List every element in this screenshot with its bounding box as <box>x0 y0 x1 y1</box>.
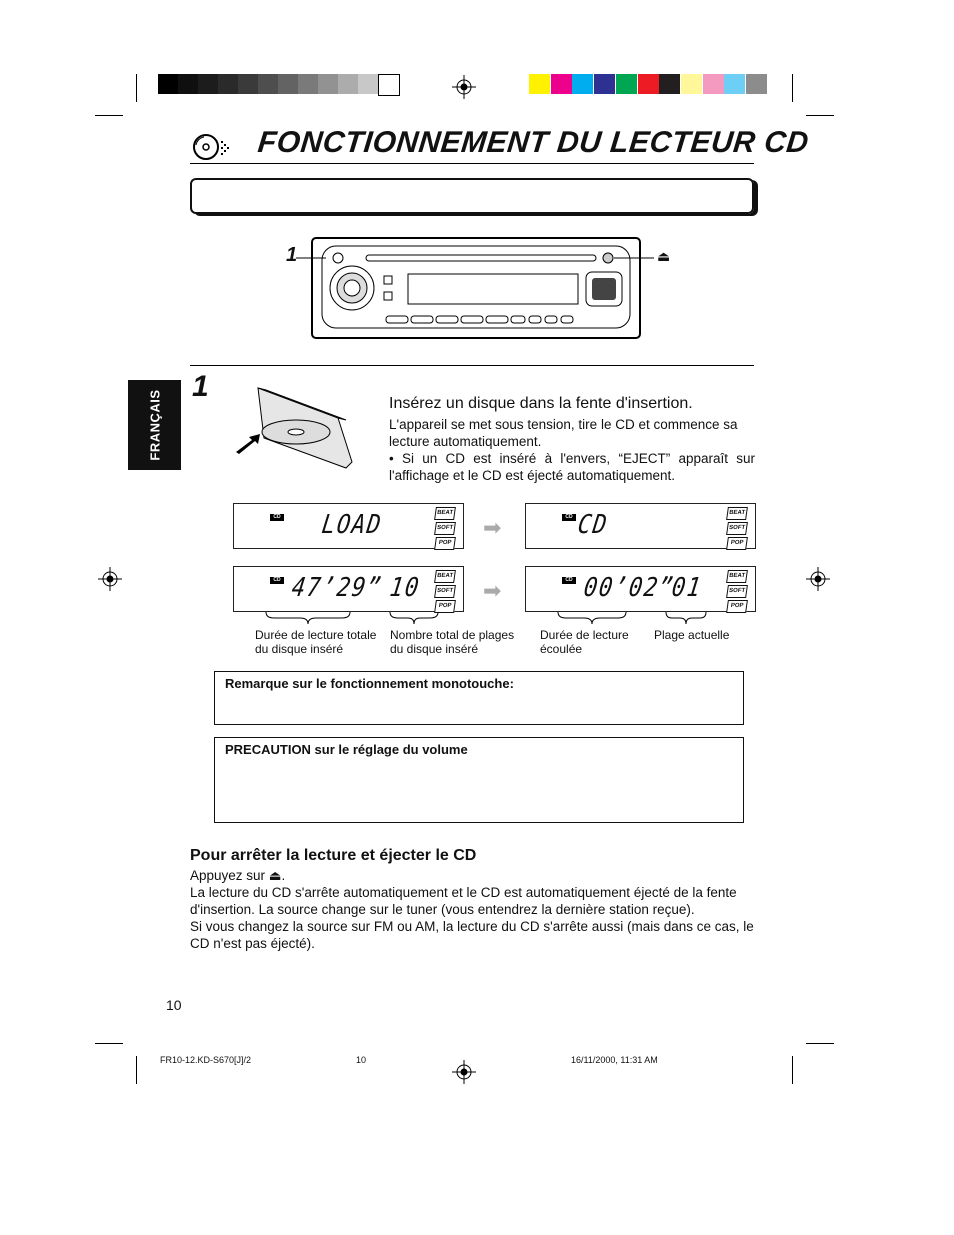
crop-mark <box>95 1043 123 1044</box>
sound-mode-indicators <box>727 570 747 615</box>
divider <box>190 365 754 366</box>
process-swatch <box>746 74 767 94</box>
crop-mark <box>136 74 137 102</box>
gray-swatch <box>318 74 338 94</box>
display-text: LOAD <box>319 510 385 540</box>
gray-swatch <box>358 74 378 94</box>
title-rule <box>190 163 754 164</box>
caption-total-time: Durée de lecture totale du disque inséré <box>255 628 377 656</box>
mode-beat: BEAT <box>434 570 456 583</box>
process-swatch <box>551 74 572 94</box>
mode-soft: SOFT <box>434 522 456 535</box>
caution-title: PRECAUTION sur le réglage du volume <box>225 742 468 757</box>
crop-mark <box>95 115 123 116</box>
gray-swatch <box>258 74 278 94</box>
lcd-display-elapsed <box>525 566 756 612</box>
page-title: FONCTIONNEMENT DU LECTEUR CD <box>256 126 811 159</box>
footer-page: 10 <box>356 1055 367 1065</box>
arrow-right-icon: ➡ <box>483 578 502 603</box>
cd-indicator: CD <box>562 577 576 584</box>
gray-swatch <box>158 74 178 94</box>
crop-mark <box>806 1043 834 1044</box>
cd-indicator: CD <box>270 577 284 584</box>
caption-total-tracks: Nombre total de plages du disque inséré <box>390 628 515 656</box>
step-heading: Insérez un disque dans la fente d'insertion. <box>389 395 693 412</box>
process-swatch <box>616 74 637 94</box>
mode-beat: BEAT <box>726 507 748 520</box>
caption-current-track: Plage actuelle <box>654 628 730 642</box>
arrow-right-icon: ➡ <box>483 515 502 540</box>
disc-insert-illustration <box>234 382 354 472</box>
stop-paragraph-2: Si vous changez la source sur FM ou AM, la lecture du CD s'arrête aussi (mais dans ce cas, le CD n'est pas éjecté). <box>190 919 754 951</box>
process-swatch <box>703 74 724 94</box>
process-swatch <box>572 74 593 94</box>
registration-mark-icon <box>98 567 122 591</box>
language-tab <box>128 380 181 470</box>
process-swatch <box>659 74 680 94</box>
gray-swatch <box>238 74 258 94</box>
gray-swatch <box>278 74 298 94</box>
lcd-display-cd <box>525 503 756 549</box>
footer-date: 16/11/2000, 11:31 AM <box>571 1055 658 1065</box>
crop-mark <box>792 74 793 102</box>
remark-title: Remarque sur le fonctionnement monotouche: <box>225 676 514 691</box>
gray-swatch <box>298 74 318 94</box>
lcd-display-load <box>233 503 464 549</box>
mode-soft: SOFT <box>726 522 748 535</box>
process-swatch <box>529 74 550 94</box>
display-time: 00’02” <box>581 573 677 603</box>
crop-mark <box>136 1056 137 1084</box>
footer-file: FR10-12.KD-S670[J]/2 <box>160 1055 252 1065</box>
registration-mark-icon <box>806 567 830 591</box>
display-text: CD <box>575 510 611 540</box>
process-swatch <box>594 74 615 94</box>
crop-mark <box>806 115 834 116</box>
mode-pop: POP <box>434 537 456 550</box>
gray-swatch <box>338 74 358 94</box>
display-track: 01 <box>669 573 705 603</box>
mode-soft: SOFT <box>726 585 748 598</box>
gray-swatch <box>218 74 238 94</box>
gray-swatch <box>178 74 198 94</box>
caution-box <box>214 737 744 823</box>
section-header-bar <box>190 178 754 214</box>
gray-swatch <box>378 74 400 96</box>
display-tracks: 10 <box>387 573 423 603</box>
cd-icon <box>192 133 234 161</box>
step-bullet: • Si un CD est inséré à l'envers, “EJECT” apparaît sur l'affichage et le CD est éjecté automatiquement. <box>389 451 755 483</box>
caption-elapsed-time: Durée de lecture écoulée <box>540 628 629 656</box>
sound-mode-indicators <box>435 507 455 552</box>
stop-heading: Pour arrêter la lecture et éjecter le CD <box>190 847 477 864</box>
mode-pop: POP <box>726 537 748 550</box>
step-text: L'appareil se met sous tension, tire le CD et commence sa lecture automatiquement. <box>389 417 738 449</box>
stop-paragraph-1: La lecture du CD s'arrête automatiquement et le CD est automatiquement éjecté de la fente d'insertion. La source change sur le tuner (vous entendrez la dernière station reçue). <box>190 885 737 917</box>
car-stereo-diagram <box>296 236 676 340</box>
registration-mark-icon <box>452 75 476 99</box>
mode-beat: BEAT <box>434 507 456 520</box>
display-time: 47’29” <box>289 573 385 603</box>
remark-box <box>214 671 744 725</box>
stop-press: Appuyez sur ⏏. <box>190 868 286 883</box>
sound-mode-indicators <box>435 570 455 615</box>
step-number: 1 <box>192 370 209 403</box>
lcd-display-total <box>233 566 464 612</box>
sound-mode-indicators <box>727 507 747 552</box>
eject-icon: ⏏ <box>657 248 671 264</box>
process-swatch <box>681 74 702 94</box>
mode-beat: BEAT <box>726 570 748 583</box>
crop-mark <box>792 1056 793 1084</box>
callout-number: 1 <box>286 244 298 266</box>
cd-indicator: CD <box>270 514 284 521</box>
process-swatch <box>638 74 659 94</box>
cd-indicator: CD <box>562 514 576 521</box>
mode-pop: POP <box>434 600 456 613</box>
gray-swatch <box>198 74 218 94</box>
language-tab-label: FRANÇAIS <box>147 389 162 461</box>
process-swatch <box>724 74 745 94</box>
registration-mark-icon <box>452 1060 476 1084</box>
mode-soft: SOFT <box>434 585 456 598</box>
page-number: 10 <box>166 997 182 1013</box>
mode-pop: POP <box>726 600 748 613</box>
